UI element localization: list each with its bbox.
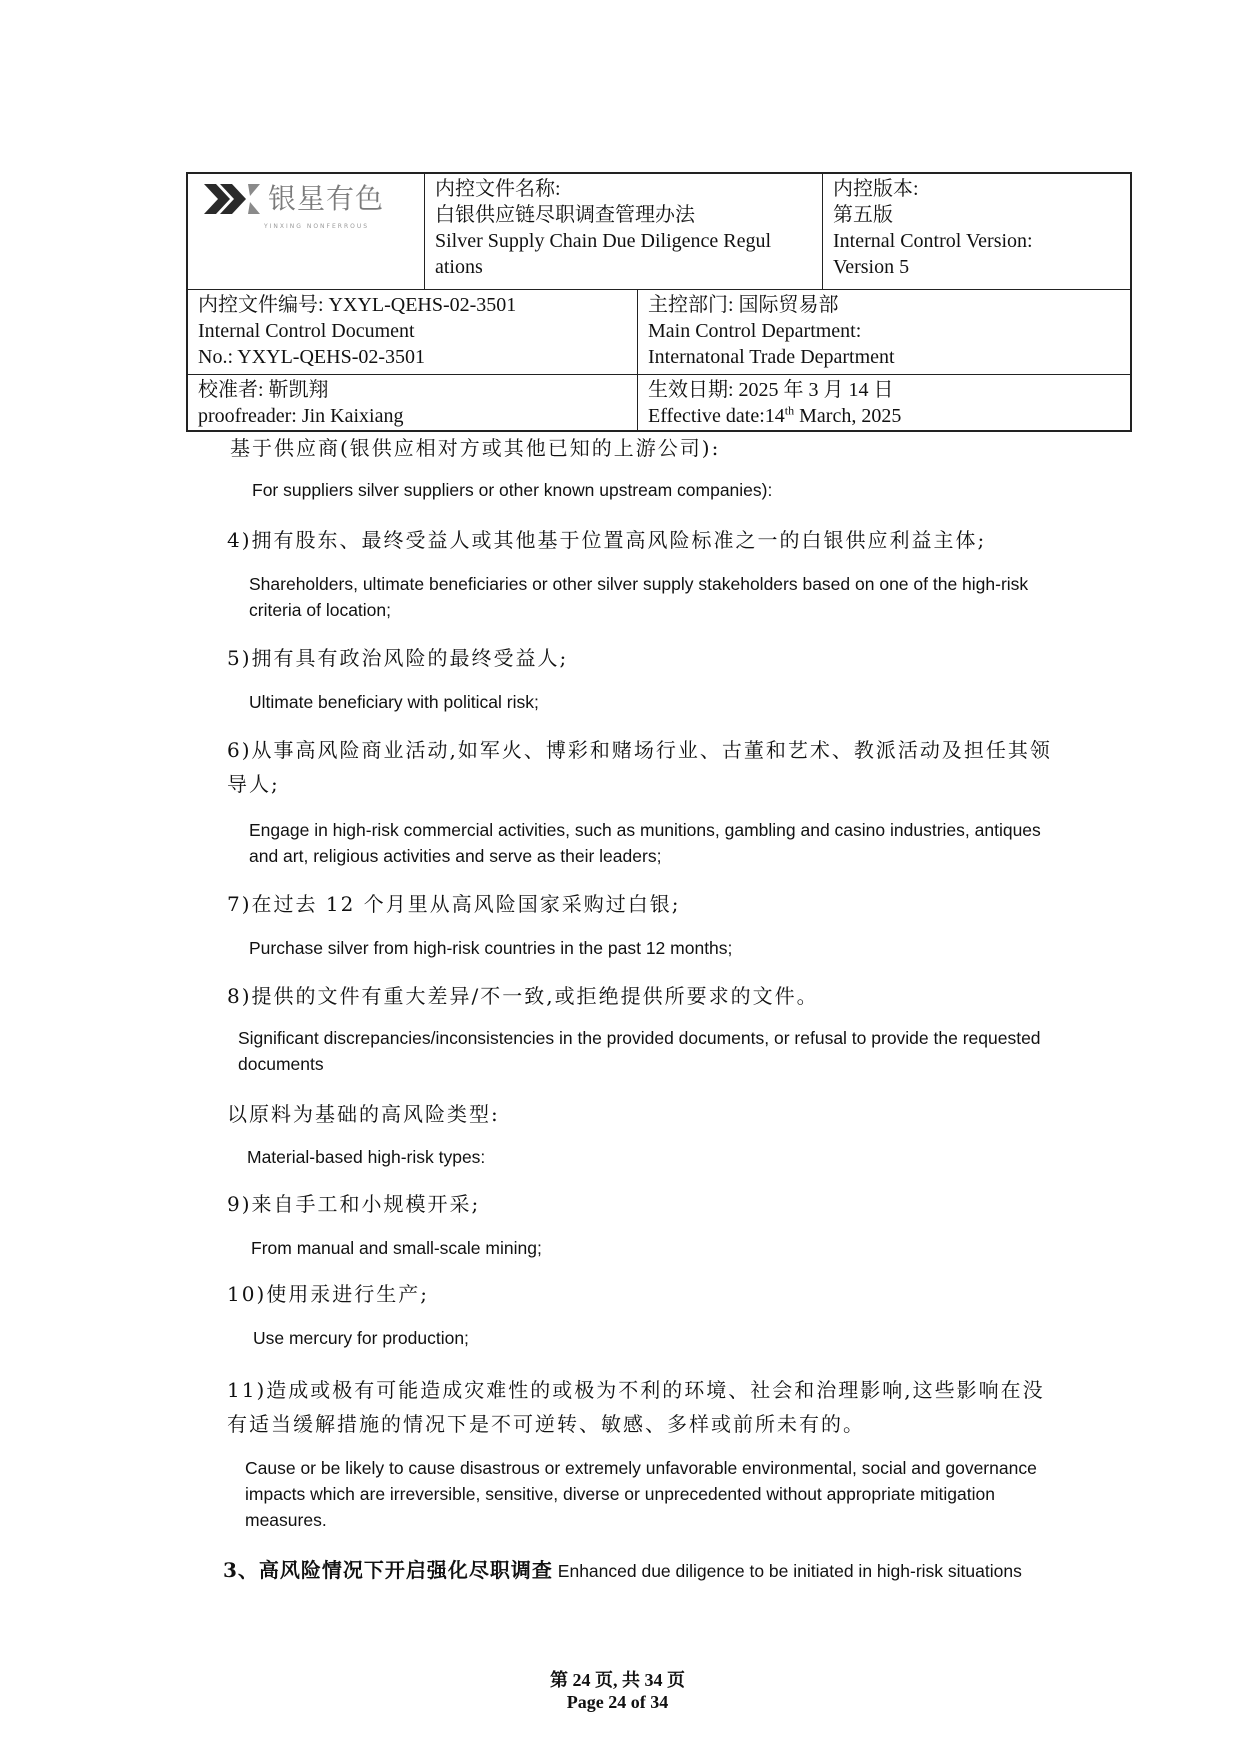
document-number-cell: [188, 290, 637, 374]
item-11-en-3: measures.: [245, 1510, 327, 1530]
item-11-zh-1: 11)造成或极有可能造成灾难性的或极为不利的环境、社会和治理影响,这些影响在没: [227, 1378, 1045, 1402]
version-en: Version 5: [833, 256, 910, 278]
material-heading-zh: 以原料为基础的高风险类型:: [227, 1102, 500, 1126]
logo-text: 银星有色: [268, 182, 385, 215]
item-10-en: Use mercury for production;: [253, 1328, 469, 1348]
item-6-en-2: and art, religious activities and serve as their leaders;: [249, 846, 662, 866]
proofreader-zh: 校准者: 靳凯翔: [198, 379, 329, 401]
logo-cell: [188, 174, 424, 289]
logo-mark-icon: [204, 182, 262, 216]
header-row-proofreader: [188, 375, 1130, 430]
document-number-en-1: Internal Control Document: [198, 320, 415, 342]
page-number-en: Page 24 of 34: [566, 1692, 669, 1712]
department-en-1: Main Control Department:: [648, 320, 862, 342]
item-9-zh: 9)来自手工和小规模开采;: [227, 1192, 481, 1216]
supplier-heading-en: For suppliers silver suppliers or other known upstream companies):: [252, 480, 773, 500]
document-name-label: 内控文件名称:: [435, 178, 561, 200]
page-number-zh: 第 24 页, 共 34 页: [550, 1670, 685, 1690]
item-11-zh-2: 有适当缓解措施的情况下是不可逆转、敏感、多样或前所未有的。: [227, 1412, 865, 1436]
header-row-title: [188, 174, 1130, 290]
section-3-heading-en: Enhanced due diligence to be initiated in high-risk situations: [552, 1561, 1022, 1581]
item-7-zh: 7)在过去 12 个月里从高风险国家采购过白银;: [227, 892, 681, 916]
item-11-en-2: impacts which are irreversible, sensitive, diverse or unprecedented without appropriate mitigation: [245, 1484, 995, 1504]
material-heading-en: Material-based high-risk types:: [247, 1147, 486, 1167]
proofreader-cell: [188, 375, 637, 430]
department-cell: [637, 290, 1130, 374]
item-4-zh: 4)拥有股东、最终受益人或其他基于位置高风险标准之一的白银供应利益主体;: [227, 528, 987, 552]
item-8-zh: 8)提供的文件有重大差异/不一致,或拒绝提供所要求的文件。: [227, 984, 819, 1008]
document-number-zh: 内控文件编号: YXYL-QEHS-02-3501: [198, 294, 517, 316]
company-logo: [204, 182, 414, 216]
item-11-en-1: Cause or be likely to cause disastrous or extremely unfavorable environmental, social and governance: [245, 1458, 1037, 1478]
item-8-en-2: documents: [238, 1054, 324, 1074]
effective-date-cell: [637, 375, 1130, 430]
effective-date-en: [648, 403, 1120, 429]
item-5-en: Ultimate beneficiary with political risk;: [249, 692, 539, 712]
version-en-label: Internal Control Version:: [833, 230, 1033, 252]
effective-date-en-sup: th: [784, 403, 795, 418]
item-6-zh-1: 6)从事高风险商业活动,如军火、博彩和赌场行业、古董和艺术、教派活动及担任其领: [227, 738, 1052, 762]
item-9-en: From manual and small-scale mining;: [251, 1238, 542, 1258]
header-table: [186, 172, 1132, 432]
section-3-heading-zh: 3、高风险情况下开启强化尽职调查: [223, 1558, 553, 1582]
item-6-zh-2: 导人;: [227, 772, 280, 796]
department-en-2: Internatonal Trade Department: [648, 346, 895, 368]
version-cell: [822, 174, 1130, 289]
item-5-zh: 5)拥有具有政治风险的最终受益人;: [227, 646, 569, 670]
document-number-en-2: No.: YXYL-QEHS-02-3501: [198, 346, 426, 368]
header-row-number: [188, 290, 1130, 375]
item-4-en-1: Shareholders, ultimate beneficiaries or other silver supply stakeholders based on one of the high-risk: [249, 574, 1029, 594]
version-label: 内控版本:: [833, 178, 919, 200]
effective-date-zh: 生效日期: 2025 年 3 月 14 日: [648, 379, 894, 401]
effective-date-en-suffix: March, 2025: [794, 405, 902, 427]
document-name-en-1: Silver Supply Chain Due Diligence Regul: [435, 230, 772, 252]
item-10-zh: 10)使用汞进行生产;: [227, 1282, 429, 1306]
item-8-en-1: Significant discrepancies/inconsistencies in the provided documents, or refusal to provide the requested: [238, 1028, 1041, 1048]
item-4-en-2: criteria of location;: [249, 600, 392, 620]
proofreader-en: proofreader: Jin Kaixiang: [198, 405, 404, 427]
department-zh: 主控部门: 国际贸易部: [648, 294, 839, 316]
document-name-en-2: ations: [435, 256, 483, 278]
section-3-heading: [223, 1554, 1022, 1583]
document-name-zh: 白银供应链尽职调查管理办法: [435, 204, 695, 226]
version-zh: 第五版: [833, 204, 893, 226]
item-7-en: Purchase silver from high-risk countries in the past 12 months;: [249, 938, 733, 958]
supplier-heading-zh: 基于供应商(银供应相对方或其他已知的上游公司):: [230, 436, 721, 460]
document-name-cell: [424, 174, 822, 289]
effective-date-en-prefix: Effective date:14: [648, 405, 785, 427]
item-6-en-1: Engage in high-risk commercial activities, such as munitions, gambling and casino industries, antiques: [249, 820, 1041, 840]
logo-subtext: YINXING NONFERROUS: [264, 223, 370, 230]
